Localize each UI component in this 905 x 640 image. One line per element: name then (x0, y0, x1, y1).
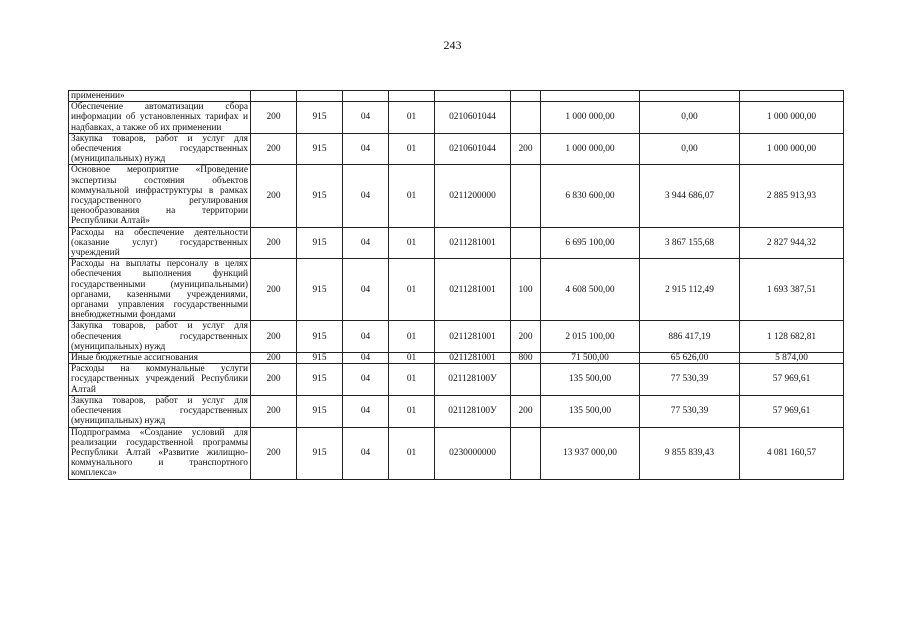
cell-c2: 915 (297, 427, 343, 479)
cell-c2: 915 (297, 133, 343, 165)
table-row (69, 395, 844, 427)
cell-c9 (740, 91, 844, 102)
table-row (69, 165, 844, 227)
cell-c1: 200 (251, 321, 297, 353)
cell-c5: 0211200000 (435, 165, 511, 227)
row-name: применении» (69, 91, 251, 102)
cell-c2: 915 (297, 321, 343, 353)
cell-c7: 13 937 000,00 (541, 427, 640, 479)
cell-c3 (343, 91, 389, 102)
cell-c8: 77 530,39 (640, 395, 740, 427)
cell-c6 (511, 165, 541, 227)
cell-c4: 01 (389, 102, 435, 134)
row-name: Закупка товаров, работ и услуг для обеспечения государственных (муниципальных) нужд (69, 321, 251, 353)
cell-c3: 04 (343, 427, 389, 479)
row-name: Расходы на выплаты персоналу в целях обеспечения выполнения функций государственными (муниципальными) органами, казенными учреждениями, органами управления государственными внебюджетными фондами (69, 259, 251, 321)
cell-c4: 01 (389, 259, 435, 321)
row-name: Основное мероприятие «Проведение экспертизы состояния объектов коммунальной инфраструктуры в рамках государственного регулирования ценообразования на территории Республики Алтай» (69, 165, 251, 227)
cell-c4: 01 (389, 227, 435, 259)
cell-c9: 57 969,61 (740, 364, 844, 396)
cell-c6: 800 (511, 353, 541, 364)
cell-c8: 9 855 839,43 (640, 427, 740, 479)
table-row (69, 321, 844, 353)
cell-c7: 135 500,00 (541, 395, 640, 427)
cell-c5: 0211281001 (435, 259, 511, 321)
cell-c6: 200 (511, 133, 541, 165)
row-name: Обеспечение автоматизации сбора информации об установленных тарифах и надбавках, а также об их применении (69, 102, 251, 134)
cell-c8 (640, 91, 740, 102)
cell-c4: 01 (389, 133, 435, 165)
cell-c3: 04 (343, 102, 389, 134)
cell-c3: 04 (343, 133, 389, 165)
cell-c4: 01 (389, 165, 435, 227)
cell-c4: 01 (389, 395, 435, 427)
cell-c7: 4 608 500,00 (541, 259, 640, 321)
cell-c8: 65 626,00 (640, 353, 740, 364)
cell-c9: 2 827 944,32 (740, 227, 844, 259)
row-name: Расходы на обеспечение деятельности (оказание услуг) государственных учреждений (69, 227, 251, 259)
table-row (69, 91, 844, 102)
cell-c9: 1 000 000,00 (740, 133, 844, 165)
cell-c5: 021128100У (435, 395, 511, 427)
cell-c6 (511, 102, 541, 134)
row-name: Расходы на коммунальные услуги государственных учреждений Республики Алтай (69, 364, 251, 396)
cell-c6: 200 (511, 395, 541, 427)
cell-c8: 886 417,19 (640, 321, 740, 353)
page-number: 243 (443, 38, 462, 52)
cell-c4: 01 (389, 427, 435, 479)
cell-c1: 200 (251, 165, 297, 227)
cell-c8: 0,00 (640, 102, 740, 134)
cell-c1: 200 (251, 102, 297, 134)
cell-c8: 3 944 686,07 (640, 165, 740, 227)
cell-c4: 01 (389, 321, 435, 353)
cell-c1: 200 (251, 427, 297, 479)
cell-c1: 200 (251, 227, 297, 259)
cell-c2: 915 (297, 353, 343, 364)
cell-c2: 915 (297, 227, 343, 259)
cell-c9: 1 693 387,51 (740, 259, 844, 321)
cell-c7 (541, 91, 640, 102)
cell-c3: 04 (343, 165, 389, 227)
cell-c1: 200 (251, 395, 297, 427)
cell-c2: 915 (297, 364, 343, 396)
cell-c7: 6 695 100,00 (541, 227, 640, 259)
table-body (69, 91, 844, 480)
cell-c2 (297, 91, 343, 102)
cell-c8: 3 867 155,68 (640, 227, 740, 259)
cell-c9: 57 969,61 (740, 395, 844, 427)
cell-c1 (251, 91, 297, 102)
cell-c7: 2 015 100,00 (541, 321, 640, 353)
cell-c8: 0,00 (640, 133, 740, 165)
cell-c5: 0211281001 (435, 227, 511, 259)
cell-c3: 04 (343, 227, 389, 259)
table-row (69, 364, 844, 396)
cell-c1: 200 (251, 353, 297, 364)
table-row (69, 259, 844, 321)
cell-c5 (435, 91, 511, 102)
cell-c1: 200 (251, 259, 297, 321)
cell-c6 (511, 91, 541, 102)
cell-c9: 4 081 160,57 (740, 427, 844, 479)
cell-c4: 01 (389, 364, 435, 396)
cell-c5: 0210601044 (435, 133, 511, 165)
row-name: Иные бюджетные ассигнования (69, 353, 251, 364)
cell-c5: 0211281001 (435, 321, 511, 353)
cell-c7: 1 000 000,00 (541, 133, 640, 165)
cell-c6 (511, 427, 541, 479)
cell-c4 (389, 91, 435, 102)
cell-c5: 0230000000 (435, 427, 511, 479)
cell-c5: 021128100У (435, 364, 511, 396)
cell-c1: 200 (251, 364, 297, 396)
cell-c8: 77 530,39 (640, 364, 740, 396)
cell-c2: 915 (297, 395, 343, 427)
cell-c3: 04 (343, 353, 389, 364)
cell-c7: 6 830 600,00 (541, 165, 640, 227)
table-row (69, 227, 844, 259)
cell-c2: 915 (297, 102, 343, 134)
cell-c3: 04 (343, 364, 389, 396)
cell-c4: 01 (389, 353, 435, 364)
cell-c6 (511, 364, 541, 396)
cell-c7: 71 500,00 (541, 353, 640, 364)
cell-c2: 915 (297, 259, 343, 321)
cell-c9: 1 000 000,00 (740, 102, 844, 134)
row-name: Подпрограмма «Создание условий для реализации государственной программы Республики Алтай «Развитие жилищно-коммунального и транспортного комплекса» (69, 427, 251, 479)
table-row (69, 353, 844, 364)
table-row (69, 133, 844, 165)
cell-c6 (511, 227, 541, 259)
cell-c5: 0211281001 (435, 353, 511, 364)
cell-c3: 04 (343, 321, 389, 353)
cell-c1: 200 (251, 133, 297, 165)
row-name: Закупка товаров, работ и услуг для обеспечения государственных (муниципальных) нужд (69, 133, 251, 165)
cell-c3: 04 (343, 395, 389, 427)
cell-c2: 915 (297, 165, 343, 227)
cell-c7: 1 000 000,00 (541, 102, 640, 134)
cell-c3: 04 (343, 259, 389, 321)
cell-c5: 0210601044 (435, 102, 511, 134)
budget-table (68, 90, 844, 480)
cell-c6: 100 (511, 259, 541, 321)
cell-c9: 1 128 682,81 (740, 321, 844, 353)
cell-c6: 200 (511, 321, 541, 353)
cell-c9: 5 874,00 (740, 353, 844, 364)
row-name: Закупка товаров, работ и услуг для обеспечения государственных (муниципальных) нужд (69, 395, 251, 427)
cell-c9: 2 885 913,93 (740, 165, 844, 227)
table-row (69, 102, 844, 134)
cell-c8: 2 915 112,49 (640, 259, 740, 321)
cell-c7: 135 500,00 (541, 364, 640, 396)
table-row (69, 427, 844, 479)
